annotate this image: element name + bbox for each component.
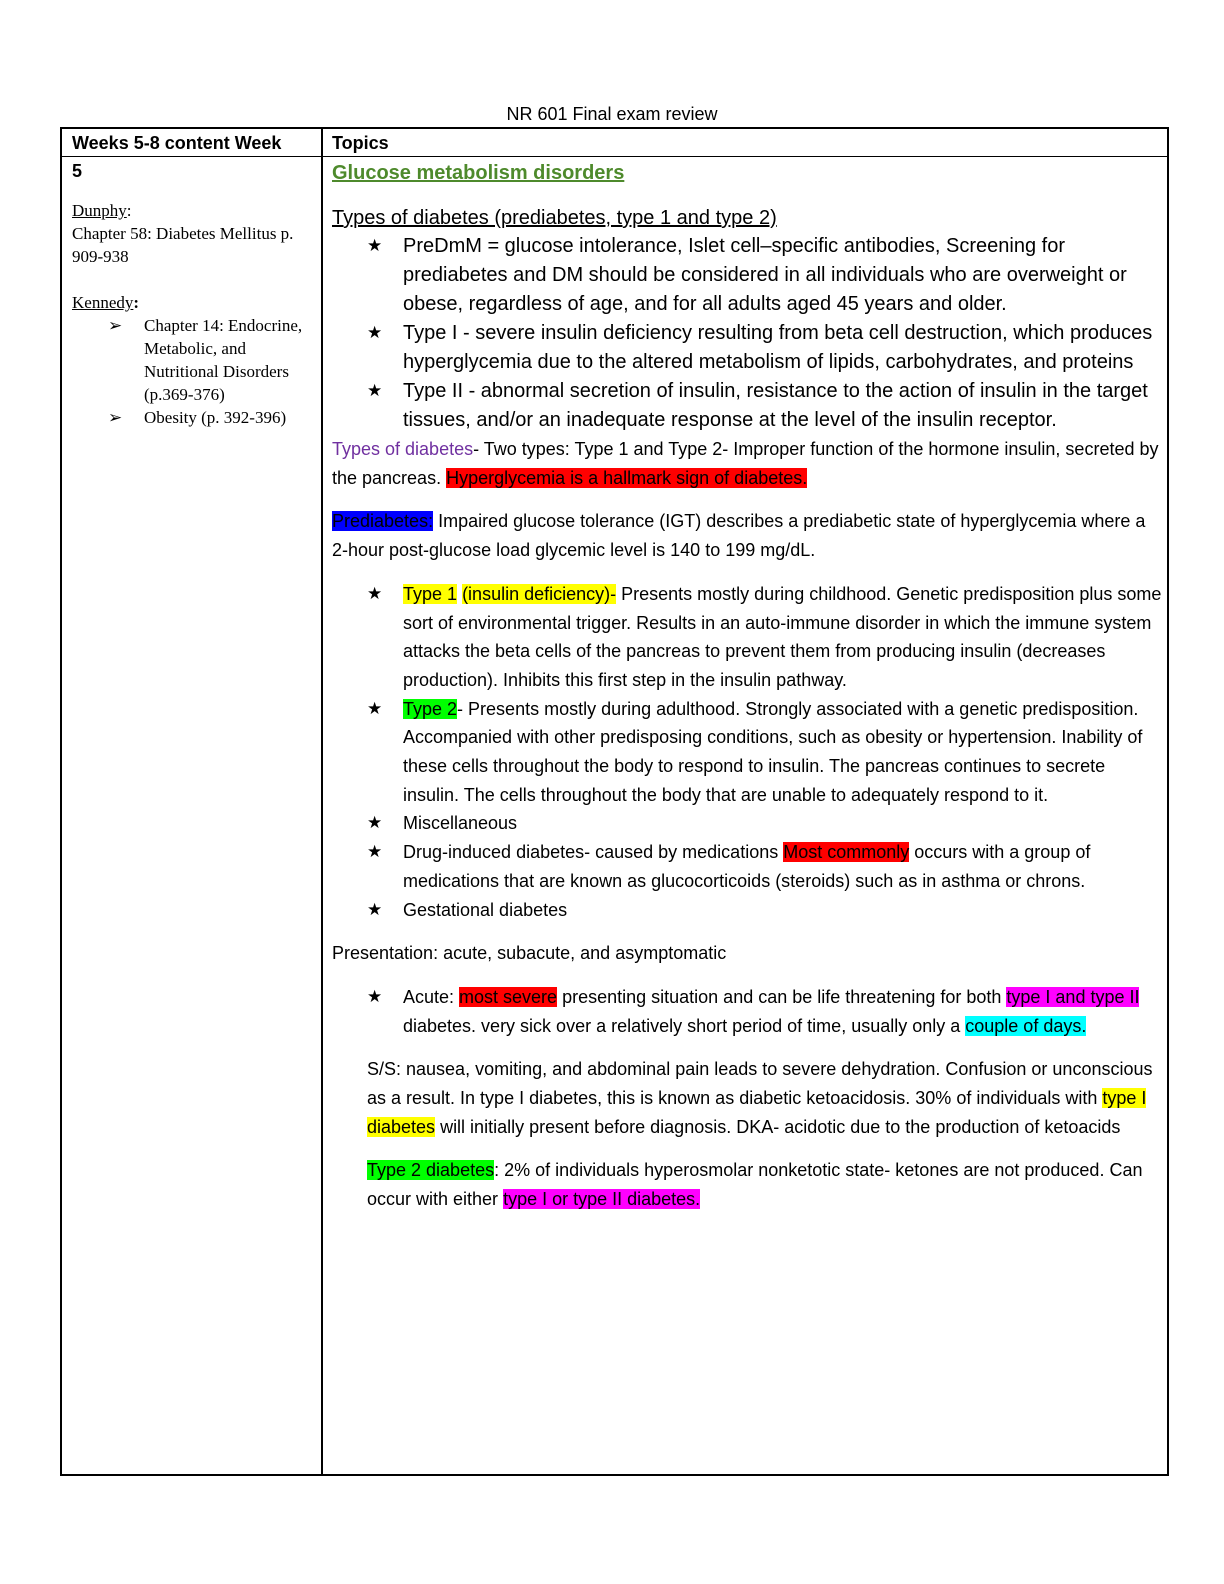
- column-divider: [321, 129, 323, 1474]
- star-bullet-icon: ★: [367, 236, 383, 256]
- list-item: ★ Type II - abnormal secretion of insulin, resistance to the action of insulin in the target tissues, and/or an inadequate response at the level of the insulin receptor.: [403, 377, 1164, 435]
- week-number: 5: [72, 161, 83, 181]
- topics-column: [332, 160, 1164, 1214]
- kennedy-list: [72, 314, 317, 429]
- star-bullet-icon: ★: [367, 986, 383, 1007]
- kennedy-label: Kennedy: [72, 293, 134, 312]
- list-item: ➢ Chapter 14: Endocrine, Metabolic, and Nutritional Disorders (p.369-376): [108, 316, 303, 404]
- kennedy-colon: :: [133, 293, 140, 312]
- week-column: [72, 160, 317, 429]
- prediabetes-paragraph: Prediabetes: Impaired glucose tolerance (IGT) describes a prediabetic state of hyperglycemia where a 2-hour post-glucose load glycemic level is 140 to 199 mg/dL.: [332, 511, 1146, 561]
- arrow-bullet-icon: ➢: [108, 316, 123, 335]
- types-heading: Types of diabetes (prediabetes, type 1 and type 2): [332, 207, 777, 229]
- dunphy-colon: :: [126, 201, 132, 220]
- star-bullet-icon: ★: [367, 813, 383, 834]
- star-bullet-icon: ★: [367, 381, 383, 401]
- star-bullet-icon: ★: [367, 842, 383, 863]
- diabetes-types-list: [332, 232, 1164, 435]
- types-paragraph: Types of diabetes- Two types: Type 1 and Type 2- Improper function of the hormone insulin, secreted by the pancreas. Hyperglycemia is a hallmark sign of diabetes.: [332, 439, 1159, 488]
- list-item: ★ Type I - severe insulin deficiency resulting from beta cell destruction, which produces hyperglycemia due to the altered metabolism of lipids, carbohydrates, and proteins: [403, 319, 1164, 377]
- arrow-bullet-icon: ➢: [108, 408, 123, 427]
- list-item: ★ PreDmM = glucose intolerance, Islet cell–specific antibodies, Screening for prediabetes and DM should be considered in all individuals who are overweight or obese, regardless of age, and for all adults aged 45 years and older.: [403, 232, 1164, 319]
- dunphy-reference: [72, 199, 317, 222]
- dunphy-label: Dunphy: [72, 201, 127, 220]
- document-title: NR 601 Final exam review: [506, 104, 718, 124]
- star-bullet-icon: ★: [367, 899, 383, 920]
- prediabetes-label: Prediabetes:: [332, 511, 434, 532]
- review-table: [60, 127, 1169, 1476]
- list-item: ★ Type 2- Presents mostly during adulthood. Strongly associated with a genetic predisposition. Accompanied with other predisposing conditions, such as obesity or hypertension. Inability of these cells throughout the body to respond to insulin. The pancreas continues to secrete insulin. The cells throughout the body that are unable to adequately respond to it.: [403, 695, 1164, 810]
- list-item: ★ Gestational diabetes: [403, 896, 1164, 925]
- star-bullet-icon: ★: [367, 323, 383, 343]
- highlight-hallmark: Hyperglycemia is a hallmark sign of diabetes.: [446, 467, 808, 488]
- list-item: ★ Type 1 (insulin deficiency)- Presents mostly during childhood. Genetic predisposition plus some sort of environmental trigger. Results in an auto-immune disorder in which the immune system attacks the beta cells of the pancreas to prevent them from producing insulin (decreases production). Inhibits this first step in the insulin pathway.: [403, 580, 1164, 695]
- type-details-list: [332, 580, 1164, 924]
- presentation-list: [332, 983, 1164, 1040]
- section-title: Glucose metabolism disorders: [332, 162, 625, 184]
- header-divider: [62, 156, 1167, 157]
- type2-paragraph: Type 2 diabetes: 2% of individuals hyperosmolar nonketotic state- ketones are not produced. Can occur with either type I or type II diabetes.: [367, 1160, 1143, 1210]
- star-bullet-icon: ★: [367, 583, 383, 604]
- header-topics: Topics: [332, 133, 389, 153]
- header-weeks: Weeks 5-8 content Week: [72, 133, 282, 153]
- types-label: Types of diabetes: [332, 439, 474, 459]
- dunphy-chapter: Chapter 58: Diabetes Mellitus p. 909-938: [72, 224, 294, 266]
- symptoms-paragraph: S/S: nausea, vomiting, and abdominal pain leads to severe dehydration. Confusion or unconscious as a result. In type I diabetes, this is known as diabetic ketoacidosis. 30% of individuals with type I diabetes will initially present before diagnosis. DKA- acidotic due to the production of ketoacids: [367, 1059, 1153, 1137]
- list-item: ★ Drug-induced diabetes- caused by medications Most commonly occurs with a group of medications that are known as glucocorticoids (steroids) such as in asthma or chrons.: [403, 838, 1164, 895]
- list-item: ★ Miscellaneous: [403, 809, 1164, 838]
- star-bullet-icon: ★: [367, 698, 383, 719]
- list-item: ★ Acute: most severe presenting situation and can be life threatening for both type I and type II diabetes. very sick over a relatively short period of time, usually only a couple of days.: [403, 983, 1164, 1040]
- presentation-line: Presentation: acute, subacute, and asymptomatic: [332, 943, 727, 964]
- kennedy-reference: [72, 291, 317, 314]
- list-item: ➢ Obesity (p. 392-396): [108, 408, 287, 427]
